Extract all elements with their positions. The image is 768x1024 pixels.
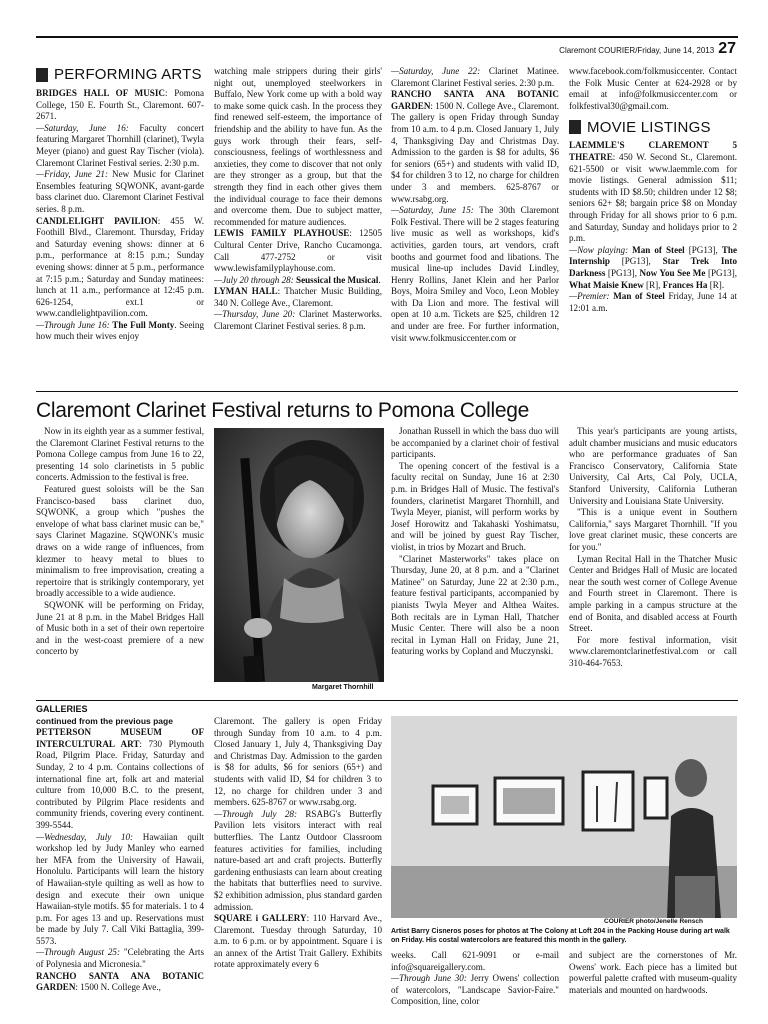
- page-number: 27: [718, 40, 736, 57]
- movie-listings-heading: MOVIE LISTINGS: [569, 120, 737, 134]
- feature-column-3: [391, 426, 559, 698]
- venue-name: LYMAN HALL: [214, 286, 278, 297]
- listing-entry: [391, 950, 559, 973]
- performing-arts-column-2: [214, 66, 382, 384]
- venue-name: SQUARE i GALLERY: [214, 913, 307, 924]
- entry-text: "Celebrating the Arts of Polynesia and Micronesia.": [36, 947, 204, 970]
- galleries-column-3: [391, 950, 559, 1016]
- movie-title: Frances Ha: [662, 279, 708, 290]
- photo-credit: COURIER photo/Jenelle Rensch: [604, 918, 703, 925]
- story-paragraph: The opening concert of the festival is a faculty recital on Sunday, June 16 at 2:30 p.m. in Bridges Hall of Music. The festival's founders, clarinetist Margaret Thornhill, and Twyla Meyer, pianist, will perform works by Josef Horowitz and Takahaski Yoshimatsu, and will be joined by guest Ray Tischer, violist, in trios by Mozart and Bruch.: [391, 460, 559, 552]
- entry-text: : Thatcher Music Building, 340 N. College Ave., Claremont.: [214, 286, 382, 308]
- movie-title: Man of Steel: [632, 244, 685, 255]
- listing-entries: [36, 88, 204, 343]
- listing-entries: [36, 727, 204, 994]
- publication-line: Claremont COURIER/Friday, June 14, 2013: [559, 46, 715, 55]
- listing-entry: [214, 275, 382, 287]
- listing-entries: [391, 950, 559, 1008]
- listing-entry: [36, 169, 204, 215]
- event-date: —Saturday, June 16:: [36, 122, 129, 133]
- entry-text: .: [378, 274, 381, 285]
- entry-text: : 1500 N. College Ave.,: [75, 982, 161, 993]
- listing-entry: [214, 286, 382, 309]
- listing-entry: [391, 89, 559, 205]
- event-date: —July 20 through 28:: [214, 274, 294, 285]
- event-title: Seussical the Musical: [293, 274, 379, 285]
- listing-entry: [214, 716, 382, 809]
- listing-entry: [214, 228, 382, 274]
- section-divider: [36, 391, 738, 392]
- listing-entry: [36, 216, 204, 320]
- listing-entry: [36, 947, 204, 970]
- section-square-icon: [36, 68, 48, 82]
- performing-arts-heading: PERFORMING ARTS: [36, 68, 204, 82]
- folk-music-contact: www.facebook.com/folkmusiccenter. Contact the Folk Music Center at 624-2928 or by email at info@folkmusiccenter.com or folkfestival30@gmail.com.: [569, 66, 737, 111]
- entry-text: weeks. Call 621-9091 or e-mail info@squareigallery.com.: [391, 950, 559, 972]
- listing-entries: [391, 66, 559, 344]
- story-paragraph: Jonathan Russell in which the bass duo will be accompanied by a clarinet choir of festival participants.: [391, 426, 559, 460]
- listing-entry: [214, 913, 382, 971]
- movie-rating: [R].: [707, 279, 725, 290]
- movie-rating: [PG13],: [605, 267, 640, 278]
- galleries-column-1: [36, 704, 204, 1016]
- listing-entry: [36, 320, 204, 343]
- performing-arts-column-3: [391, 66, 559, 384]
- story-paragraph: Lyman Recital Hall in the Thatcher Music Center and Bridges Hall of Music are located near the south west corner of College Avenue and Fourth street in Claremont. There is ample parking in a campus structure at the end of Bonita, and disabled access at Fourth Street.: [569, 553, 737, 634]
- venue-name: RANCHO SANTA ANA BOTANIC GARDEN: [391, 89, 559, 111]
- entry-text: : 730 Plymouth Road, Pilgrim Place. Friday, Saturday and Sunday, 2 to 4 p.m. Contains collections of international fine art, folk art and material culture from 10,000 B.C. to the present, contributed by Pilgrim Place residents and community friends, covering every continent. 399-5544.: [36, 738, 204, 830]
- movie-title: What Maisie Knew: [569, 279, 644, 290]
- listing-entry: [214, 66, 382, 228]
- entry-text: Jerry Owens' collection of watercolors, "Landscape Savior-Faire." Composition, line, color: [391, 973, 559, 1007]
- galleries-column-2: [214, 716, 382, 1016]
- now-playing: —Now playing: Man of Steel [PG13], The Internship [PG13], Star Trek Into Darkness [PG13], Now You See Me [PG13], What Maisie Knew [R], Frances Ha [R].: [569, 244, 737, 290]
- entry-text: Clarinet Matinee. Claremont Clarinet Festival series. 2:30 p.m.: [391, 66, 559, 88]
- event-date: —Friday, June 21:: [36, 169, 108, 180]
- entry-text: : 1500 N. College Ave., Claremont. The gallery is open Friday through Sunday from 10 a.m. to 4 p.m. Closed January 1, July 4, Thanksgiving Day and Christmas Day. Admission to the garden is $8 for adults, $6 for seniors (65+) and students with valid ID, $4 for children 3 to 12, no charge for children under 3 and members. 625-8767 or www.rsabg.org.: [391, 100, 559, 204]
- venue-name: RANCHO SANTA ANA BOTANIC GARDEN: [36, 970, 204, 993]
- story-paragraph: This year's participants are young artists, adult chamber musicians and music educators who are performance graduates of San Francisco Conservatory, California State University, Cal Arts, Cal Poly, UCLA, Stanford University, California Lutheran University and Louisiana State University.: [569, 426, 737, 506]
- entry-text: watching male strippers during their girls' night out, unemployed steelworkers in Buffalo, New York come up with a bold way to make some quick cash. In the process they find renewed self-esteem, the importance of friendship and the ability to have fun. As the guys work through their fears, self-consciousness, feelings of worthlessness and anxieties, they come to discover that not only are they stronger as a group, but that the strength they find in each other gives them the individual courage to face their demons and overcome them. Due to subject matter, recommended for mature audiences.: [214, 66, 382, 227]
- listing-entry: [36, 727, 204, 831]
- story-paragraph: "This is a unique event in Southern California," says Margaret Thornhill. "If you love great clarinet music, these concerts are for you.": [569, 507, 737, 552]
- entry-text: The 30th Claremont Folk Festival. There will be 2 stages featuring live music as well as workshops, kid's activities, garden tours, art vendors, craft booths and gourmet food and libations. The musical line-up includes David Lindley, Henry Rollins, Janet Klein and her Parlor Boys, Moira Smiley and Voco, Leon Mobley with Da Lion and more. The festival will open at 10 a.m. Tickets are $25, children 12 and under are free. For further information, visit www.folkmusiccenter.com or: [391, 205, 559, 343]
- event-title: The Full Monty: [109, 319, 175, 330]
- listing-entry: [214, 809, 382, 913]
- entry-text: Faculty concert featuring Margaret Thornhill (clarinet), Twyla Meyer (piano) and guest Ray Tischer (viola). Claremont Clarinet Festival series. 2:30 p.m.: [36, 122, 204, 168]
- event-date: —Thursday, June 20:: [214, 309, 296, 320]
- movie-title: The Internship: [569, 244, 737, 267]
- movie-rating: [PG13],: [609, 256, 663, 267]
- listing-entry: [36, 971, 204, 994]
- venue-name: CANDLELIGHT PAVILION: [36, 215, 158, 226]
- movie-title: Now You See Me: [639, 267, 706, 278]
- owens-description: and subject are the cornerstones of Mr. Owens' work. Each piece has a limited but powerful palette crafted with museum-quality materials and mounted on hardwoods.: [569, 950, 737, 995]
- listing-entry: [36, 832, 204, 948]
- listing-entries: [214, 66, 382, 333]
- galleries-column-4: [569, 950, 737, 1016]
- story-paragraph: For more festival information, visit www.claremontclarinetfestival.com or call 310-464-7653.: [569, 634, 737, 668]
- movie-title: Star Trek Into Darkness: [569, 256, 737, 278]
- entry-text: RSABG's Butterfly Pavilion lets visitors interact with real butterflies. The Lantz Outdoor Classroom features activities for families, including nature-based art and craft projects. Butterfly gardening enthusiasts can learn about creating the habitats that butterflies need to survive. $2 exhibition admission, plus standard garden admission.: [214, 808, 382, 912]
- event-date: —Saturday, June 22:: [391, 66, 481, 76]
- gallery-photo-caption: Artist Barry Cisneros poses for photos at The Colony at Loft 204 in the Packing House during art walk on Friday. His costal watercolors are featured this month in the gallery.: [391, 928, 730, 944]
- section-divider: [36, 700, 738, 701]
- entry-text: Hawaiian quilt workshop led by Judy Manley who earned her MFA from the University of Hawaii, Honolulu. Participants will learn the history of Hawaiian-style quilting as well as how to design and execute their own unique Hawaiian-style motifs. $5 for materials. 1 to 4 p.m. For ages 13 and up. Reservations must be made by July 7. Call Viki Battaglia, 399-5573.: [36, 831, 204, 946]
- premier-listing: —Premier: Man of Steel Friday, June 14 at 12:01 a.m.: [569, 291, 737, 313]
- entry-text: . Seeing how much their wives enjoy: [36, 319, 204, 342]
- venue-name: BRIDGES HALL OF MUSIC: [36, 88, 165, 98]
- listing-entries: [214, 716, 382, 971]
- movie-rating: [PG13],: [705, 267, 737, 278]
- feature-column-1: [36, 426, 204, 698]
- event-date: —Through July 28:: [214, 808, 297, 819]
- listing-entry: [391, 205, 559, 344]
- venue-name: LEWIS FAMILY PLAYHOUSE: [214, 228, 350, 239]
- event-date: —Through June 30:: [391, 973, 467, 984]
- entry-text: : 455 W. Foothill Blvd., Claremont. Thursday, Friday and Saturday evening shows: dinner at 6 p.m., performance at 8:15 p.m.; Sunday evening shows: dinner at 5 p.m., performance at 7:15 p.m.; Saturday and Sunday matinees: lunch at 11 a.m., performance at 12:45 p.m. 626-1254, ext.1 or www.candlelightpavilion.com.: [36, 215, 204, 319]
- listing-entry: [36, 123, 204, 169]
- gallery-artist-photo: [391, 716, 737, 918]
- movie-rating: [PG13],: [684, 244, 722, 255]
- story-paragraph: SQWONK will be performing on Friday, June 21 at 8 p.m. in the Mabel Bridges Hall of Music both in a set of their own repertoire and in the west-coast premiere of a new concerto by: [36, 599, 204, 657]
- galleries-heading: GALLERIES: [36, 704, 88, 714]
- movie-rating: [R],: [643, 279, 663, 290]
- listing-entry: [214, 309, 382, 332]
- listing-entry: [391, 66, 559, 89]
- entry-text: : 12505 Cultural Center Drive, Rancho Cucamonga. Call 477-2752 or visit www.lewisfamilyplayhouse.com.: [214, 228, 382, 274]
- feature-headline: Claremont Clarinet Festival returns to Pomona College: [36, 399, 529, 422]
- page-folio: [559, 40, 736, 58]
- theatre-listing: LAEMMLE'S CLAREMONT 5 THEATRE: 450 W. Second St., Claremont. 621-5500 or visit www.laemmle.com for movie listings. General admission $11; students with ID $8.50; children under 12 $8; seniors 62+ $8; bargain price $8 on Monday through Friday for all shows prior to 6 p.m. and Saturday, Sunday and holidays prior to 2 p.m.: [569, 140, 737, 244]
- entry-text: New Music for Clarinet Ensembles featuring SQWONK, avant-garde bass clarinet duo. Claremont Clarinet Festival series. 8 p.m.: [36, 169, 204, 214]
- entry-text: Clarinet Masterworks. Claremont Clarinet Festival series. 8 p.m.: [214, 309, 382, 332]
- event-date: —Through August 25:: [36, 947, 121, 958]
- section-square-icon: [569, 120, 581, 134]
- performing-arts-column-1: [36, 66, 204, 384]
- story-paragraph: Now in its eighth year as a summer festival, the Claremont Clarinet Festival returns to the Pomona College campus from June 16 to 22, presenting 14 solo clarinetists in 5 public concerts. Admission to the festival is free.: [36, 426, 204, 483]
- venue-name: PETTERSON MUSEUM OF INTERCULTURAL ART: [36, 727, 204, 749]
- galleries-subheading: continued from the previous page: [36, 715, 173, 726]
- performing-arts-column-4: [569, 66, 737, 384]
- listing-entry: [391, 973, 559, 1008]
- top-rule: [36, 36, 738, 38]
- event-date: —Saturday, June 15:: [391, 205, 474, 216]
- clarinetist-photo: [214, 428, 384, 682]
- event-date: —Wednesday, July 10:: [36, 831, 134, 842]
- event-date: —Through June 16:: [36, 319, 110, 330]
- photo-caption-thornhill: Margaret Thornhill: [312, 684, 374, 691]
- story-paragraph: "Clarinet Masterworks" takes place on Thursday, June 20, at 8 p.m. and a "Clarinet Matinee" on Saturday, June 22 at 2:30 p.m., feature festival participants, accompanied by pianists Twyla Meyer and Althea Waites. Both recitals are in Lyman Hall, Thatcher Music Center. There will also be a noon recital in Lyman Hall on Friday, June 21, featuring works by Copland and Muczynski.: [391, 553, 559, 657]
- listing-entry: [36, 88, 204, 123]
- entry-text: Claremont. The gallery is open Friday through Sunday from 10 a.m. to 4 p.m. Closed January 1, July 4, Thanksgiving Day and Christmas Day. Admission to the garden is $8 for adults, $6 for seniors (65+) and students with valid ID, $4 for children 3 to 12, no charge for children under 3 and members. 625-8767 or www.rsabg.org.: [214, 716, 382, 808]
- entry-text: : 110 Harvard Ave., Claremont. Tuesday through Saturday, 10 a.m. to 6 p.m. or by appointment. Square i is an annex of the Artist Trait Gallery. Exhibits rotate approximately every 6: [214, 913, 382, 970]
- feature-column-4: [569, 426, 737, 698]
- entry-text: : Pomona College, 150 E. Fourth St., Claremont. 607-2671.: [36, 88, 204, 122]
- story-paragraph: Featured guest soloists will be the San Francisco-based bass clarinet duo, SQWONK, a group which "pushes the envelope of what bass clarinet music can be," says Clarinet Magazine. SQWONK's music draws on a wide range of influences, from klezmer to heavy metal to blues to minimalism to free improvisation, creating a repertoire that is strikingly contemporary, yet broadly accessible to a wide audience.: [36, 483, 204, 599]
